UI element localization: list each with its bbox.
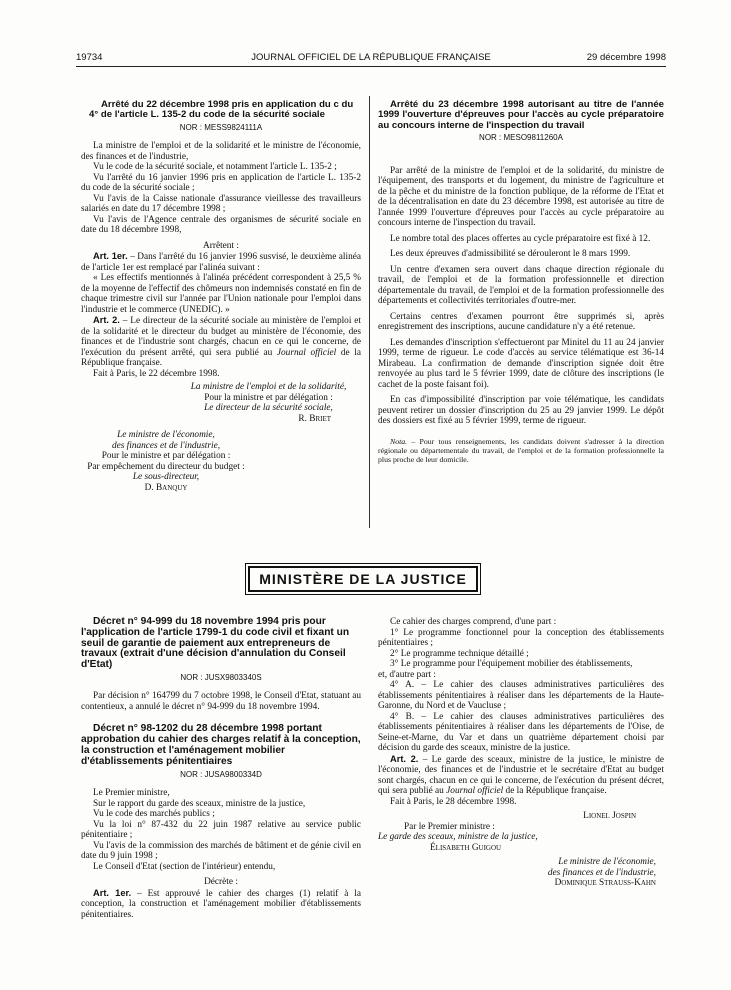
arrete-2-para: Les demandes d'inscription s'effectueront par Minitel du 11 au 24 janvier 1999, terme de rigueur. Le code d'accès au service télématique est 36-14 Mirabeau. La confirmation de demande d'inscription signée doit être renvoyée au plus tard le 5 février 1999, date de clôture des inscriptions (le cachet de la poste faisant foi). [378, 337, 664, 390]
arrete-2-para: Les deux épreuves d'admissibilité se dérouleront le 8 mars 1999. [390, 249, 631, 260]
decret-2-para: Le Conseil d'Etat (section de l'intérieur) entendu, [93, 861, 276, 872]
signature-economie: Le ministre de l'économie, des finances et de l'industrie, Dominique Strauss-Kahn [547, 857, 656, 888]
arrete-2-title: Arrêté du 23 décembre 1998 autorisant au titre de l'année 1999 l'ouverture d'épreuves pour l'accès au cycle préparatoire au concours interne de l'inspection du travail [378, 99, 664, 131]
arretent-heading: Arrêtent : [203, 240, 239, 251]
decret-1-nor: NOR : JUSX9803340S [180, 672, 262, 682]
decret-2-article-1: Art. 1er. – Est approuvé le cahier des charges (1) relatif à la conception, la construction et l'aménagement mobilier d'établissements pénitentiaires. [81, 887, 362, 920]
arrete-1-para: Vu l'avis de la Caisse nationale d'assurance vieillesse des travailleurs salariés en date du 17 décembre 1998 ; [81, 193, 361, 215]
decret-2-nor: NOR : JUSA9800334D [180, 769, 262, 779]
signature-block-emploi: La ministre de l'emploi et de la solidarité, Pour la ministre et par délégation : Le directeur de la sécurité sociale, R. Briet [190, 382, 347, 424]
decrete-heading: Décrète : [204, 877, 238, 888]
decret-94-999 [81, 617, 361, 920]
arrete-1-para: Vu l'avis de l'Agence centrale des organismes de sécurité sociale en date du 18 décembre 1998, [81, 214, 361, 236]
decret-2-para: Le Premier ministre, [93, 788, 170, 799]
decret-2-item: et, d'autre part : [378, 669, 436, 680]
arrete-23-dec-1998 [378, 100, 664, 464]
signature-for-pm: Par le Premier ministre : [404, 821, 495, 832]
decret-2-para: Vu la loi n° 87-432 du 22 juin 1987 relative au service public pénitentiaire ; [81, 819, 361, 841]
column-divider [369, 96, 370, 528]
signature-garde-sceaux: Le garde des sceaux, ministre de la justice, [378, 832, 538, 842]
decret-98-1202-continued [378, 617, 664, 889]
decret-2-item: Ce cahier des charges comprend, d'une part : [390, 617, 557, 627]
decret-2-para: Vu l'avis de la commission des marchés de bâtiment et de génie civil en date du 9 juin 1998 ; [81, 840, 361, 862]
arrete-2-para: Un centre d'examen sera ouvert dans chaque direction régionale du travail, de l'emploi et de la formation professionnelle et direction départementale du travail, de l'emploi et de la formation professionnelle des départements et collectivités territoriales d'outre-mer. [378, 264, 664, 307]
arrete-1-article-1: Art. 1er. – Dans l'arrêté du 16 janvier 1996 susvisé, le deuxième alinéa de l'article 1er est remplacé par l'alinéa suivant : [81, 251, 361, 273]
decret-2-article-2: Art. 2. – Le garde des sceaux, ministre de la justice, le ministre de l'économie, des finances et de l'industrie et le secrétaire d'Etat au budget sont chargés, chacun en ce qui le concerne, de l'exécution du présent décret, qui sera publié au Journal officiel de la République française. [378, 753, 664, 796]
signature-garde-sceaux-name: Élisabeth Guigou [430, 842, 502, 853]
arrete-1-title: Arrêté du 22 décembre 1998 pris en application du c du 4° de l'article L. 135-2 du code de la sécurité sociale [89, 99, 354, 121]
decret-2-done-at: Fait à Paris, le 28 décembre 1998. [390, 796, 517, 807]
page-number: 19734 [76, 52, 103, 63]
arrete-1-para: Vu le code de la sécurité sociale, et notamment l'article L. 135-2 ; [93, 162, 337, 173]
arrete-1-article-2: Art. 2. – Le directeur de la sécurité sociale au ministère de l'emploi et de la solidarité et le directeur du budget au ministère de l'économie, des finances et de l'industrie sont chargés, chacun en ce qui le concerne, de l'exécution du présent arrêté, qui sera publié au Journal officiel de la République française. [81, 315, 362, 369]
arrete-2-para: Par arrêté de la ministre de l'emploi et de la solidarité, du ministre de l'équipement, des transports et du logement, du ministre de l'agriculture et de la pêche et du ministre de la fonction publique, de la réforme de l'Etat et de la décentralisation en date du 23 décembre 1998, est autorisée au titre de l'année 1999 l'ouverture d'épreuves pour l'accès au cycle préparatoire au concours interne de l'inspection du travail. [378, 165, 664, 229]
decret-2-item: 4° B. – Le cahier des clauses administratives particulières des établissements pénitentiaires à réaliser dans les départements de l'Oise, de Seine-et-Marne, du Var et dans un quatrième département choisi par décision du garde des sceaux, ministre de la justice. [378, 711, 664, 753]
decret-2-title: Décret n° 98-1202 du 28 décembre 1998 portant approbation du cahier des charges relatif à la conception, la construction et l'aménagement mobilier d'établissements pénitentiaires [81, 723, 361, 767]
issue-date: 29 décembre 1998 [586, 52, 666, 63]
arrete-2-para: Certains centres d'examen pourront être supprimés si, après enregistrement des inscriptions, aucune candidature n'y a été retenue. [378, 311, 664, 333]
signature-premier-ministre: Lionel Jospin [583, 811, 636, 821]
signature-block-economie: Le ministre de l'économie, des finances et de l'industrie, Pour le ministre et par délégation : Par empêchement du directeur du budget : Le sous-directeur, D. Banquy [87, 430, 245, 493]
arrete-1-article-1-quote: « Les effectifs mentionnés à l'alinéa précédent correspondent à 25,5 % de la moyenne de l'effectif des chômeurs non indemnisés constaté en fin de chaque trimestre civil sur l'année par l'Union nationale pour l'emploi dans l'industrie et le commerce (UNEDIC). » [81, 273, 361, 315]
decret-1-para: Par décision n° 164799 du 7 octobre 1998, le Conseil d'Etat, statuant au contentieux, a annulé le décret n° 94-999 du 18 novembre 1994. [81, 691, 361, 712]
arrete-2-para: Le nombre total des places offertes au cycle préparatoire est fixé à 12. [390, 233, 651, 244]
arrete-2-para: En cas d'impossibilité d'inscription par voie télématique, les candidats peuvent retirer un dossier d'inscription du 25 au 29 janvier 1999. Le dépôt des dossiers est fixé au 5 février 1999, terme de rigueur. [378, 395, 664, 427]
decret-2-item: 3° Le programme pour l'équipement mobilier des établissements, [390, 659, 633, 669]
header-rule [76, 66, 666, 67]
ministry-heading: MINISTÈRE DE LA JUSTICE [248, 566, 478, 592]
arrete-1-done-at: Fait à Paris, le 22 décembre 1998. [93, 368, 220, 379]
arrete-1-nor: NOR : MESS9824111A [179, 122, 263, 132]
decret-2-item: 2° Le programme technique détaillé ; [390, 648, 529, 659]
arrete-2-nor: NOR : MESO9811260A [479, 133, 563, 143]
decret-2-para: Sur le rapport du garde des sceaux, ministre de la justice, [93, 798, 306, 809]
arrete-2-note: Nota. – Pour tous renseignements, les candidats doivent s'adresser à la direction régionale ou départementale du travail, de l'emploi et de la formation professionnelle la plus proche de leur domicile. [378, 436, 664, 465]
decret-2-para: Vu le code des marchés publics ; [93, 809, 215, 820]
arrete-22-dec-1998 [81, 100, 361, 493]
arrete-1-para: Vu l'arrêté du 16 janvier 1996 pris en application de l'article L. 135-2 du code de la sécurité sociale ; [81, 172, 361, 194]
arrete-1-para: La ministre de l'emploi et de la solidarité et le ministre de l'économie, des finances et de l'industrie, [81, 141, 361, 162]
decret-2-item: 1° Le programme fonctionnel pour la conception des établissements pénitentiaires ; [378, 627, 664, 648]
decret-2-item: 4° A. – Le cahier des clauses administratives particulières des établissements pénitentiaires à réaliser dans les départements de la Haute-Garonne, du Nord et de Vaucluse ; [378, 680, 664, 711]
decret-1-title: Décret n° 94-999 du 18 novembre 1994 pris pour l'application de l'article 1799-1 du code civil et fixant un seuil de garantie de paiement aux entrepreneurs de travaux (extrait d'une décision d'annulation du Conseil d'Etat) [81, 616, 350, 671]
page-header [76, 52, 666, 66]
journal-title: JOURNAL OFFICIEL DE LA RÉPUBLIQUE FRANÇAISE [251, 52, 491, 63]
